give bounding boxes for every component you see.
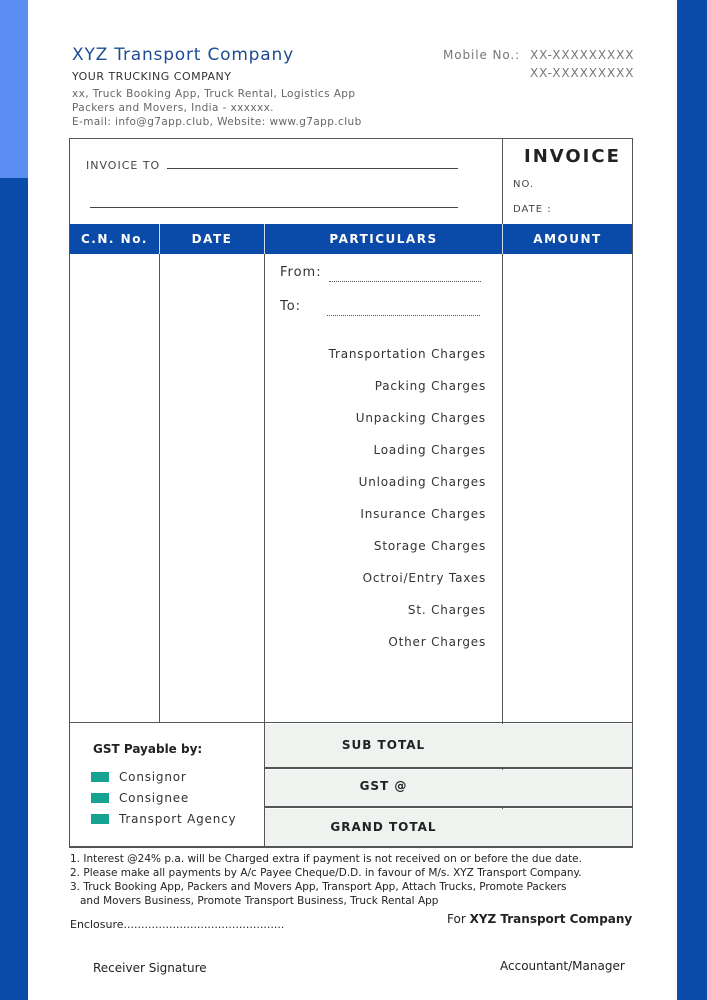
invoice-to-line-1[interactable]: [167, 168, 458, 169]
to-field[interactable]: [327, 315, 480, 316]
consignor-label: Consignor: [119, 770, 187, 784]
invoice-to-line-2[interactable]: [90, 207, 458, 208]
mobile-number-2: XX-XXXXXXXXX: [530, 66, 635, 80]
company-address-line2: Packers and Movers, India - xxxxxx.: [72, 102, 274, 114]
charge-item: Storage Charges: [373, 539, 486, 553]
column-divider: [159, 254, 160, 723]
consignor-checkbox[interactable]: [91, 772, 109, 782]
consignee-label: Consignee: [119, 791, 190, 805]
grand-total-label: GRAND TOTAL: [330, 820, 437, 834]
totals-bottom-line: [69, 846, 633, 848]
header-amount: AMOUNT: [533, 232, 602, 246]
invoice-title: INVOICE: [524, 146, 621, 167]
company-name: XYZ Transport Company: [72, 45, 294, 65]
charge-item: Transportation Charges: [328, 347, 486, 361]
for-company-name: XYZ Transport Company: [469, 912, 633, 926]
from-label: From:: [280, 265, 322, 280]
invoice-date-label: DATE :: [513, 204, 552, 215]
invoice-box-divider: [502, 138, 503, 224]
consignee-checkbox[interactable]: [91, 793, 109, 803]
charge-item: Other Charges: [388, 635, 486, 649]
note-1: 1. Interest @24% p.a. will be Charged extra if payment is not received on or before the due date.: [70, 853, 582, 865]
charge-item: Packing Charges: [374, 379, 486, 393]
transport-agency-checkbox[interactable]: [91, 814, 109, 824]
header-particulars: PARTICULARS: [329, 232, 438, 246]
charge-item: Insurance Charges: [360, 507, 486, 521]
charge-item: Loading Charges: [373, 443, 486, 457]
subtotal-label: SUB TOTAL: [341, 738, 426, 752]
invoice-no-label: NO.: [513, 179, 535, 190]
right-color-band: [677, 0, 707, 1000]
company-contact-line: E-mail: info@g7app.club, Website: www.g7app.club: [72, 116, 362, 128]
transport-agency-label: Transport Agency: [119, 812, 237, 826]
charge-item: St. Charges: [407, 603, 486, 617]
company-tagline: YOUR TRUCKING COMPANY: [72, 70, 232, 83]
mobile-number-1: XX-XXXXXXXXX: [530, 48, 635, 62]
totals-row-line: [265, 767, 633, 769]
gst-total-label: GST @: [359, 779, 408, 793]
accountant-manager-label: Accountant/Manager: [500, 959, 625, 973]
from-field[interactable]: [329, 281, 481, 282]
totals-row-line: [265, 806, 633, 808]
charge-item: Unloading Charges: [358, 475, 486, 489]
header-date: DATE: [191, 232, 233, 246]
to-label: To:: [280, 299, 302, 314]
charge-item: Octroi/Entry Taxes: [362, 571, 486, 585]
gst-payable-title: GST Payable by:: [93, 742, 203, 756]
company-address-line1: xx, Truck Booking App, Truck Rental, Logistics App: [72, 88, 356, 100]
note-3: 3. Truck Booking App, Packers and Movers App, Transport App, Attach Trucks, Promote Packers: [70, 881, 567, 893]
for-prefix: For: [447, 912, 466, 926]
left-accent-band: [0, 0, 28, 178]
mobile-label: Mobile No.:: [443, 48, 521, 62]
for-company-line: [447, 912, 632, 926]
receiver-signature-label: Receiver Signature: [93, 961, 207, 975]
header-cn-no: C.N. No.: [81, 232, 148, 246]
enclosure-line: Enclosure..............................................: [70, 918, 285, 931]
invoice-to-label: INVOICE TO: [86, 159, 161, 172]
totals-top-line: [69, 722, 633, 723]
charge-item: Unpacking Charges: [355, 411, 486, 425]
note-2: 2. Please make all payments by A/c Payee Cheque/D.D. in favour of M/s. XYZ Transport Company.: [70, 867, 582, 879]
note-3-continued: and Movers Business, Promote Transport Business, Truck Rental App: [80, 895, 439, 907]
